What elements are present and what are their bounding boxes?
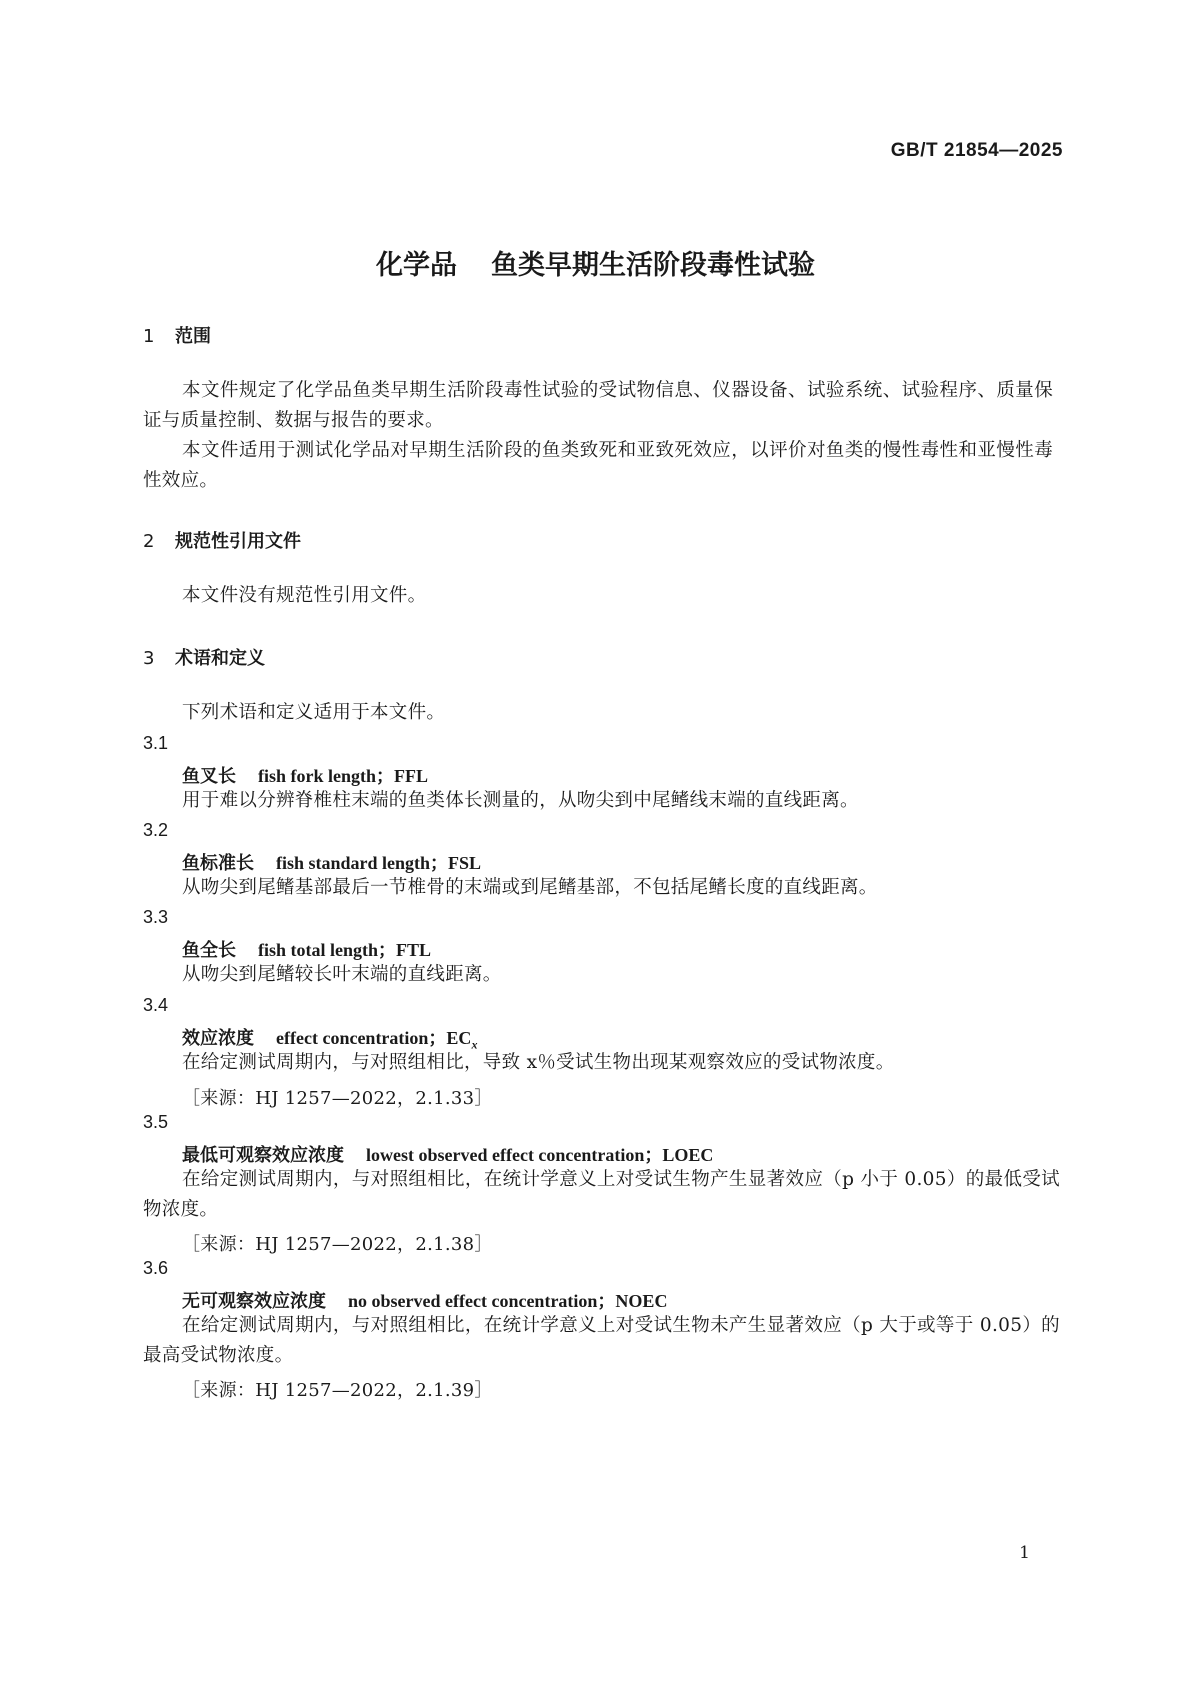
paragraph: 本文件没有规范性引用文件。 <box>182 585 427 606</box>
section-heading-2 <box>143 527 301 553</box>
term-heading <box>182 849 481 875</box>
term-zh: 鱼叉长 <box>182 766 236 787</box>
term-heading <box>182 936 431 962</box>
term-source: ［来源：HJ 1257—2022，2.1.38］ <box>182 1234 493 1255</box>
term-en-text: effect concentration；EC <box>276 1028 472 1048</box>
section-title: 规范性引用文件 <box>175 531 301 552</box>
paragraph: 本文件适用于测试化学品对早期生活阶段的鱼类致死和亚致死效应，以评价对鱼类的慢性毒性和亚慢性毒性效应。 <box>143 440 1053 491</box>
term-en-subscript: x <box>471 1037 478 1052</box>
section-number: 1 <box>143 326 155 347</box>
term-definition: 从吻尖到尾鳍基部最后一节椎骨的末端或到尾鳍基部，不包括尾鳍长度的直线距离。 <box>182 877 878 898</box>
term-definition: 在给定测试周期内，与对照组相比，在统计学意义上对受试生物产生显著效应（p 小于 0.05）的最低受试物浓度。 <box>143 1169 1060 1220</box>
term-zh: 鱼标准长 <box>182 853 254 874</box>
term-en: fish total length；FTL <box>258 940 432 960</box>
term-source: ［来源：HJ 1257—2022，2.1.39］ <box>182 1380 493 1401</box>
term-en: fish standard length；FSL <box>276 853 482 873</box>
page-number: 1 <box>1019 1543 1030 1563</box>
term-zh: 鱼全长 <box>182 940 236 961</box>
term-number: 3.6 <box>143 1258 169 1278</box>
term-source: ［来源：HJ 1257—2022，2.1.33］ <box>182 1088 493 1109</box>
term-en: fish fork length；FFL <box>258 766 429 786</box>
term-number: 3.1 <box>143 733 169 753</box>
section-number: 2 <box>143 531 155 552</box>
term-number: 3.4 <box>143 995 169 1015</box>
term-definition: 用于难以分辨脊椎柱末端的鱼类体长测量的，从吻尖到中尾鳍线末端的直线距离。 <box>182 790 859 811</box>
paragraph: 本文件规定了化学品鱼类早期生活阶段毒性试验的受试物信息、仪器设备、试验系统、试验程序、质量保证与质量控制、数据与报告的要求。 <box>143 380 1053 431</box>
term-definition: 在给定测试周期内，与对照组相比，导致 x％受试生物出现某观察效应的受试物浓度。 <box>182 1052 895 1073</box>
term-en: no observed effect concentration；NOEC <box>348 1291 668 1311</box>
term-heading <box>182 762 428 788</box>
term-zh: 无可观察效应浓度 <box>182 1291 326 1312</box>
term-number: 3.3 <box>143 907 169 927</box>
standard-number: GB/T 21854—2025 <box>890 140 1063 161</box>
term-definition: 从吻尖到尾鳍较长叶末端的直线距离。 <box>182 964 502 985</box>
section-number: 3 <box>143 648 155 669</box>
section-title: 术语和定义 <box>175 648 265 669</box>
paragraph: 下列术语和定义适用于本文件。 <box>182 702 446 723</box>
term-definition: 在给定测试周期内，与对照组相比，在统计学意义上对受试生物未产生显著效应（p 大于或等于 0.05）的最高受试物浓度。 <box>143 1315 1060 1366</box>
term-number: 3.5 <box>143 1112 169 1132</box>
term-en: lowest observed effect concentration；LOEC <box>366 1145 714 1165</box>
title-part-2: 鱼类早期生活阶段毒性试验 <box>491 250 815 281</box>
term-heading <box>182 1287 667 1313</box>
term-heading <box>182 1141 713 1167</box>
term-en <box>276 1028 478 1052</box>
title-part-1: 化学品 <box>376 250 457 281</box>
term-number: 3.2 <box>143 820 169 840</box>
section-title: 范围 <box>175 326 211 347</box>
section-heading-1 <box>143 322 211 348</box>
section-heading-3 <box>143 644 265 670</box>
term-zh: 最低可观察效应浓度 <box>182 1145 344 1166</box>
term-zh: 效应浓度 <box>182 1028 254 1049</box>
document-title <box>0 243 1191 282</box>
